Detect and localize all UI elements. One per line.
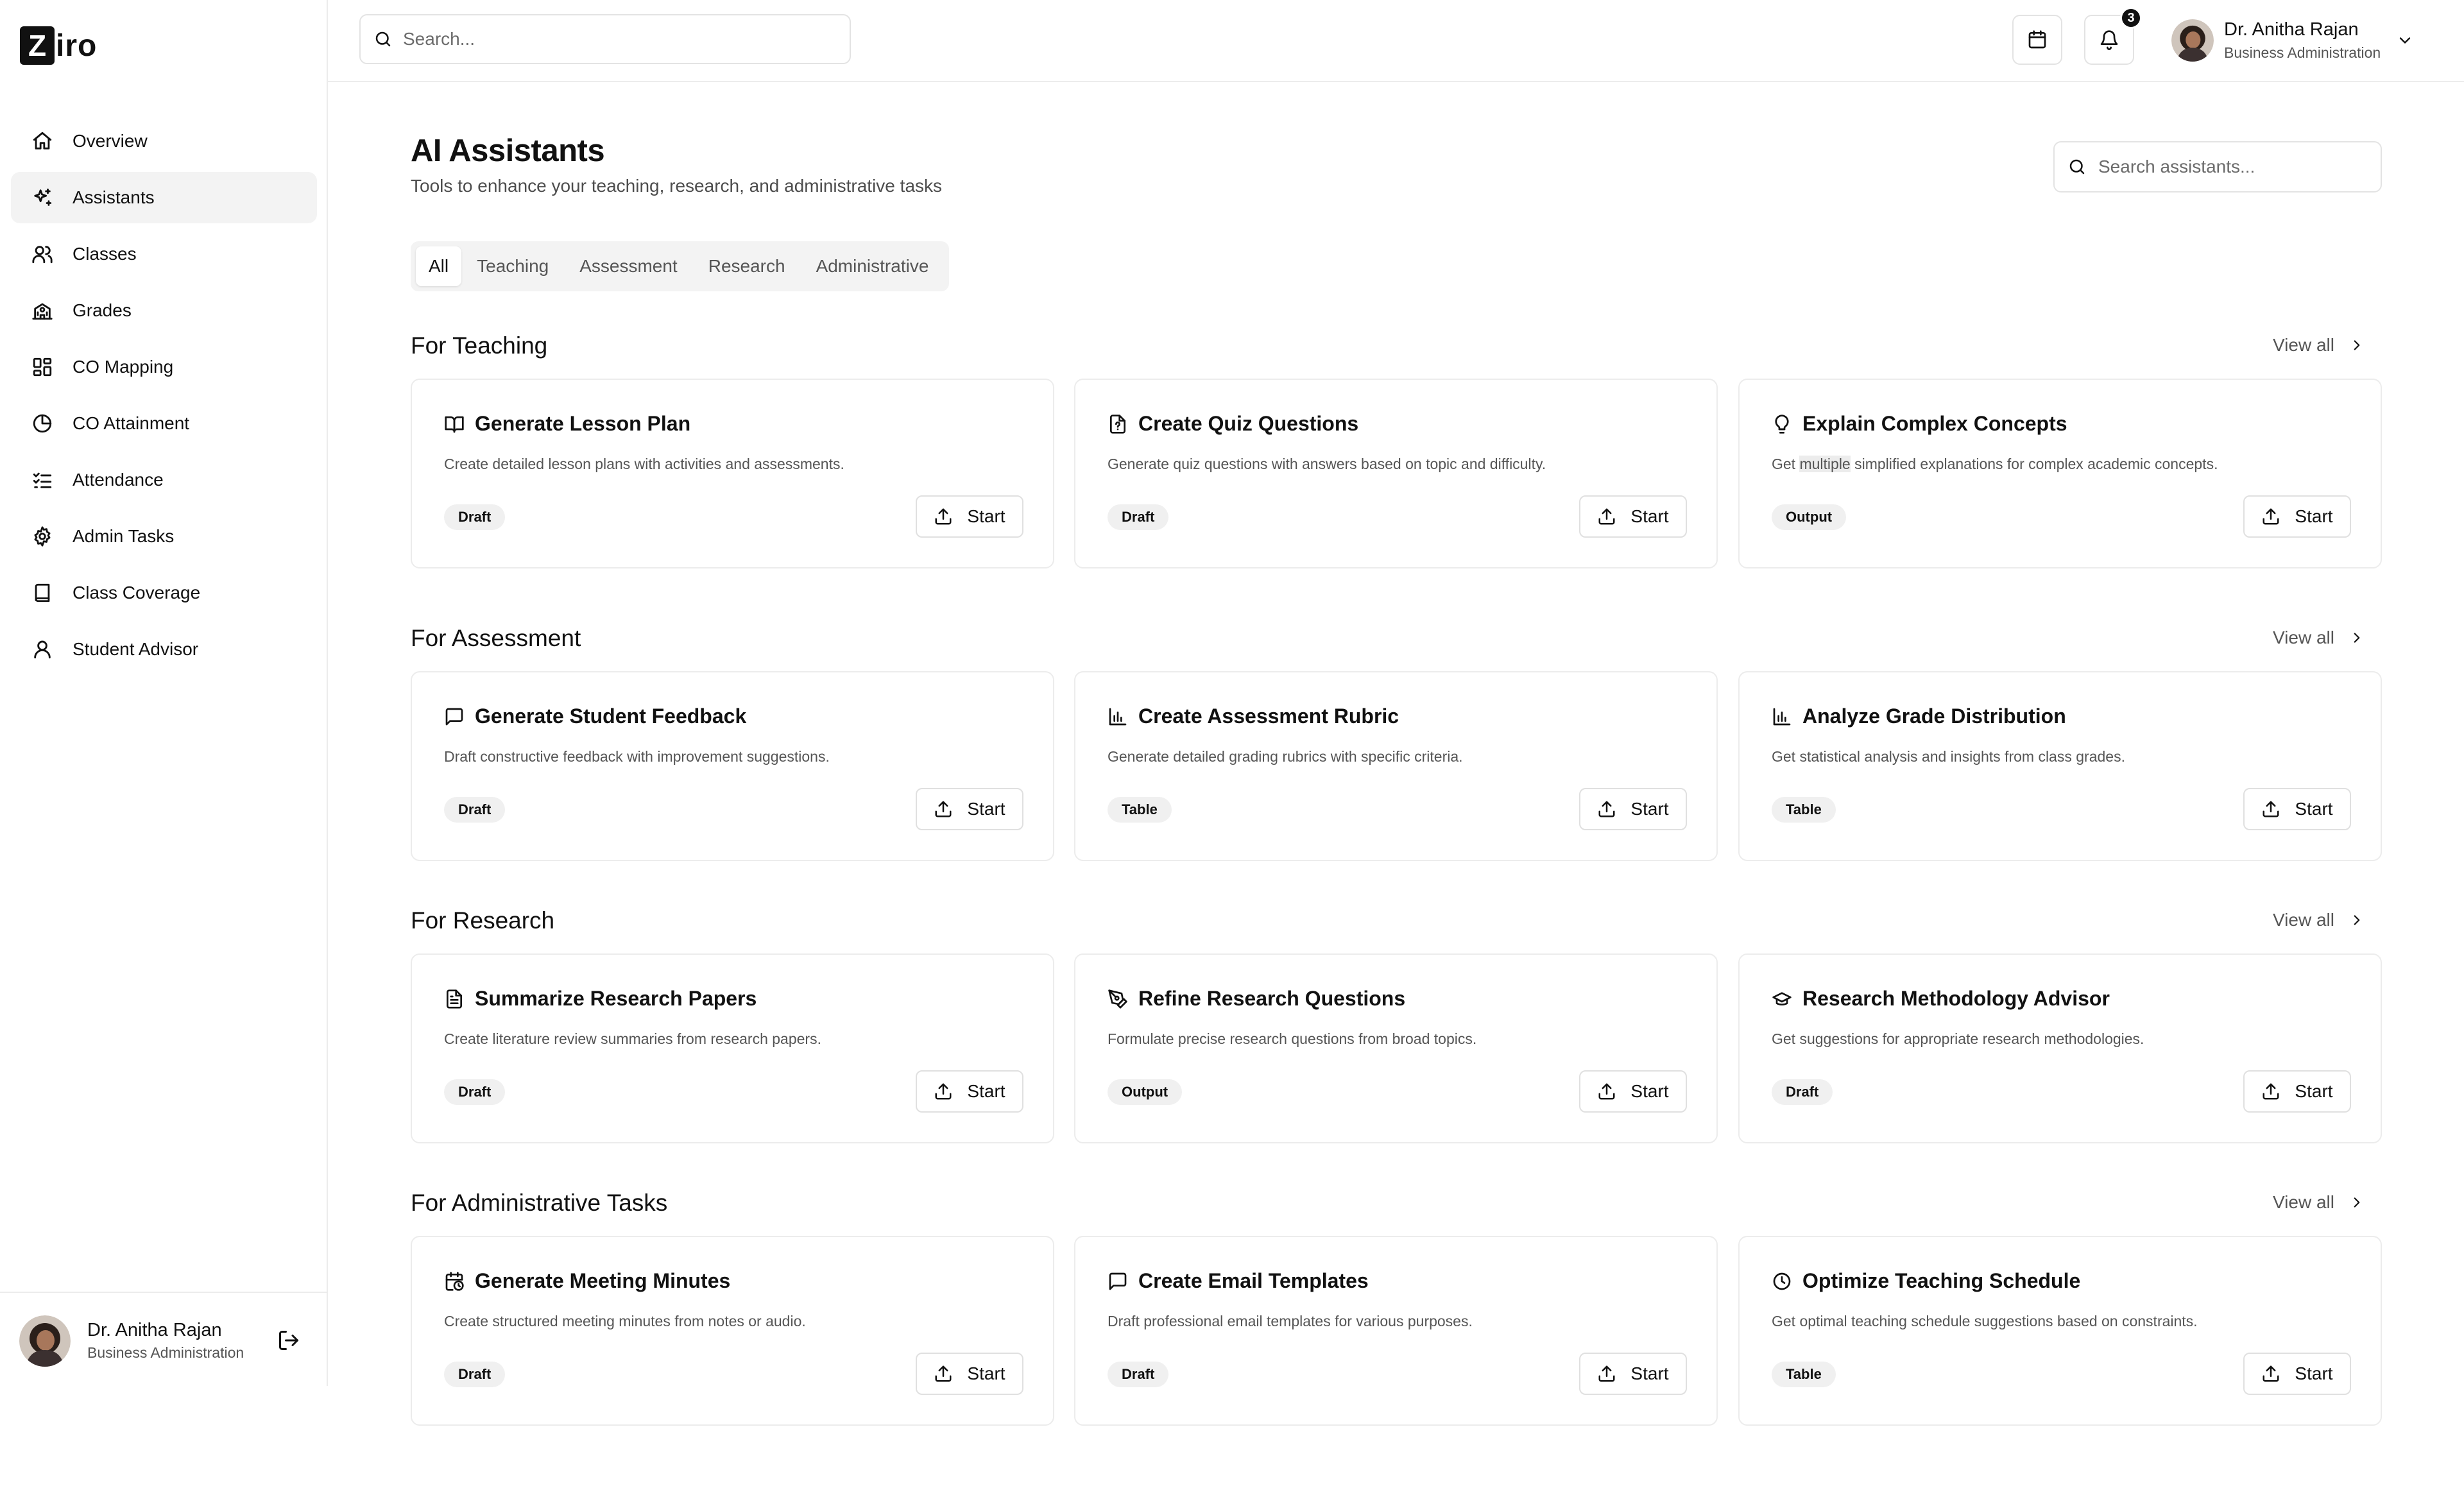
sidebar (0, 0, 328, 1386)
section-title: For Teaching (411, 332, 548, 359)
output-type-badge: Table (1772, 797, 1836, 823)
category-tabs (411, 241, 949, 291)
sidebar-item-label: Student Advisor (73, 639, 199, 659)
card-title: Generate Lesson Plan (475, 412, 691, 435)
card-title: Analyze Grade Distribution (1802, 705, 2066, 728)
section-title: For Research (411, 907, 555, 934)
search-icon (2067, 157, 2087, 176)
start-button[interactable] (2243, 788, 2351, 830)
message-icon (1108, 1271, 1128, 1292)
sidebar-item-label: Admin Tasks (73, 526, 175, 546)
section-teaching (411, 326, 2382, 526)
calendar-button[interactable] (2012, 15, 2062, 65)
sidebar-item-label: Class Coverage (73, 583, 201, 602)
sidebar-item-attendance[interactable] (11, 454, 317, 506)
start-button[interactable] (916, 495, 1023, 538)
output-type-badge: Draft (444, 1079, 505, 1105)
upload-icon (934, 507, 953, 526)
view-all-label: View all (2273, 335, 2334, 355)
card-description-text: Get (1772, 456, 1796, 472)
card-description: Get optimal teaching schedule suggestions based on constraints. (1772, 1313, 2198, 1329)
global-search-input[interactable] (402, 28, 828, 50)
card-description (1772, 456, 2218, 473)
assistant-search-input[interactable] (2097, 156, 2369, 178)
app-logo[interactable] (20, 26, 97, 65)
sidebar-item-co-attainment[interactable] (11, 398, 317, 449)
start-button[interactable] (2243, 1070, 2351, 1113)
sidebar-item-overview[interactable] (11, 115, 317, 167)
upload-icon (934, 799, 953, 819)
upload-icon (2261, 507, 2280, 526)
card-title: Generate Student Feedback (475, 705, 747, 728)
upload-icon (1597, 1082, 1616, 1101)
page-subtitle: Tools to enhance your teaching, research, and administrative tasks (411, 176, 943, 196)
grid-icon (31, 356, 53, 378)
start-label: Start (2295, 1081, 2333, 1101)
upload-icon (2261, 799, 2280, 819)
sidebar-item-classes[interactable] (11, 228, 317, 280)
global-search (359, 14, 851, 64)
assistant-card (1738, 1236, 2382, 1426)
book-open-icon (444, 414, 465, 434)
avatar (2171, 19, 2214, 62)
clock-icon (1772, 1271, 1792, 1292)
upload-icon (1597, 1364, 1616, 1383)
section-administrative (411, 1183, 2382, 1383)
start-label: Start (1630, 1363, 1669, 1383)
section-title: For Administrative Tasks (411, 1190, 668, 1216)
card-title: Summarize Research Papers (475, 987, 757, 1010)
assistant-card (1074, 1236, 1718, 1426)
output-type-badge: Draft (444, 797, 505, 823)
start-button[interactable] (1579, 1353, 1687, 1395)
bar-chart-icon (1108, 706, 1128, 727)
logout-icon[interactable] (277, 1329, 300, 1352)
top-header (328, 0, 2464, 82)
upload-icon (2261, 1364, 2280, 1383)
calendar-clock-icon (444, 1271, 465, 1292)
sidebar-item-label: Attendance (73, 470, 164, 490)
sidebar-item-label: CO Attainment (73, 413, 190, 433)
view-all-link[interactable] (2273, 628, 2365, 648)
gear-icon (31, 526, 53, 547)
bell-icon (2099, 30, 2119, 50)
user-name: Dr. Anitha Rajan (2224, 19, 2359, 40)
card-title: Create Email Templates (1138, 1269, 1369, 1292)
card-description: Create literature review summaries from research papers. (444, 1030, 821, 1047)
sidebar-item-grades[interactable] (11, 285, 317, 336)
sidebar-item-admin-tasks[interactable] (11, 511, 317, 562)
chevron-down-icon (2396, 31, 2414, 49)
chevron-right-icon (2348, 337, 2365, 354)
start-button[interactable] (1579, 1070, 1687, 1113)
upload-icon (934, 1364, 953, 1383)
start-label: Start (2295, 799, 2333, 819)
start-button[interactable] (2243, 495, 2351, 538)
user-icon (31, 638, 53, 660)
start-label: Start (1630, 799, 1669, 819)
start-label: Start (1630, 1081, 1669, 1101)
output-type-badge: Draft (444, 504, 505, 530)
assistant-card (1074, 671, 1718, 861)
card-title: Create Quiz Questions (1138, 412, 1359, 435)
book-icon (31, 582, 53, 604)
users-icon (31, 243, 53, 265)
card-description: Create detailed lesson plans with activities and assessments. (444, 456, 844, 472)
sidebar-item-assistants[interactable] (11, 172, 317, 223)
output-type-badge: Table (1108, 797, 1172, 823)
output-type-badge: Output (1772, 504, 1846, 530)
sidebar-item-label: Overview (73, 131, 148, 151)
card-title: Research Methodology Advisor (1802, 987, 2110, 1010)
card-description: Get statistical analysis and insights from class grades. (1772, 748, 2125, 765)
graduation-cap-icon (1772, 989, 1792, 1009)
card-description: Draft constructive feedback with improvement suggestions. (444, 748, 830, 765)
sidebar-item-label: Classes (73, 244, 137, 264)
logo-text: iro (56, 28, 98, 63)
sidebar-item-student-advisor[interactable] (11, 624, 317, 675)
file-question-icon (1108, 414, 1128, 434)
card-description: Get suggestions for appropriate research methodologies. (1772, 1030, 2144, 1047)
file-text-icon (444, 989, 465, 1009)
search-icon (373, 30, 393, 49)
view-all-link[interactable] (2273, 335, 2365, 355)
view-all-label: View all (2273, 1192, 2334, 1212)
start-button[interactable] (916, 1353, 1023, 1395)
start-label: Start (1630, 506, 1669, 526)
sidebar-nav (11, 115, 317, 680)
card-description: Generate quiz questions with answers based on topic and difficulty. (1108, 456, 1546, 472)
card-description-text: simplified explanations for complex academic concepts. (1854, 456, 2218, 472)
output-type-badge: Draft (444, 1362, 505, 1387)
assistant-card (411, 379, 1054, 568)
pie-chart-icon (31, 413, 53, 434)
chevron-right-icon (2348, 1194, 2365, 1211)
message-icon (444, 706, 465, 727)
view-all-link[interactable] (2273, 1192, 2365, 1213)
assistant-card (411, 953, 1054, 1143)
sidebar-item-label: CO Mapping (73, 357, 174, 377)
assistant-card (1738, 953, 2382, 1143)
output-type-badge: Draft (1108, 1362, 1168, 1387)
chevron-right-icon (2348, 629, 2365, 646)
assistant-card (411, 671, 1054, 861)
view-all-label: View all (2273, 910, 2334, 930)
section-title: For Assessment (411, 625, 581, 651)
assistant-card (1738, 671, 2382, 861)
list-check-icon (31, 469, 53, 491)
card-description: Draft professional email templates for various purposes. (1108, 1313, 1473, 1329)
card-title: Optimize Teaching Schedule (1802, 1269, 2081, 1292)
assistant-card (1074, 953, 1718, 1143)
start-button[interactable] (1579, 495, 1687, 538)
start-label: Start (967, 506, 1005, 526)
user-department: Business Administration (2224, 44, 2381, 61)
card-description: Generate detailed grading rubrics with specific criteria. (1108, 748, 1463, 765)
output-type-badge: Table (1772, 1362, 1836, 1387)
view-all-link[interactable] (2273, 910, 2365, 930)
upload-icon (1597, 799, 1616, 819)
user-department: Business Administration (87, 1344, 244, 1361)
start-button[interactable] (916, 788, 1023, 830)
start-label: Start (967, 1081, 1005, 1101)
user-name: Dr. Anitha Rajan (87, 1320, 222, 1340)
start-button[interactable] (2243, 1353, 2351, 1395)
home-icon (31, 130, 53, 152)
card-title: Create Assessment Rubric (1138, 705, 1399, 728)
tab-administrative[interactable]: Administrative (816, 256, 929, 276)
start-label: Start (2295, 1363, 2333, 1383)
notifications-button[interactable] (2084, 10, 2135, 65)
school-icon (31, 300, 53, 321)
lightbulb-icon (1772, 414, 1792, 434)
sidebar-item-label: Grades (73, 300, 132, 320)
card-title: Explain Complex Concepts (1802, 412, 2067, 435)
sidebar-user-profile (0, 1292, 327, 1387)
tab-assessment[interactable]: Assessment (579, 256, 678, 276)
section-assessment (411, 619, 2382, 819)
avatar[interactable] (19, 1315, 71, 1367)
output-type-badge: Output (1108, 1079, 1182, 1105)
assistant-card (1738, 379, 2382, 568)
output-type-badge: Draft (1772, 1079, 1833, 1105)
start-label: Start (2295, 506, 2333, 526)
sparkles-icon (31, 187, 53, 209)
section-research (411, 901, 2382, 1101)
notification-count-badge: 3 (2120, 7, 2142, 29)
chevron-right-icon (2348, 912, 2365, 928)
sidebar-item-co-mapping[interactable] (11, 341, 317, 393)
bar-chart-icon (1772, 706, 1792, 727)
card-description: Formulate precise research questions from broad topics. (1108, 1030, 1477, 1047)
page-title: AI Assistants (411, 133, 605, 168)
tab-research[interactable]: Research (708, 256, 785, 276)
calendar-icon (2027, 30, 2048, 50)
assistant-search (2053, 141, 2382, 192)
sidebar-item-label: Assistants (73, 187, 155, 207)
assistant-card (411, 1236, 1054, 1426)
start-label: Start (967, 799, 1005, 819)
logo-mark: Z (20, 26, 55, 65)
card-description: Create structured meeting minutes from notes or audio. (444, 1313, 806, 1329)
upload-icon (1597, 507, 1616, 526)
highlighted-word: multiple (1799, 456, 1851, 472)
upload-icon (2261, 1082, 2280, 1101)
card-title: Generate Meeting Minutes (475, 1269, 731, 1292)
upload-icon (934, 1082, 953, 1101)
assistant-card (1074, 379, 1718, 568)
header-user-menu[interactable] (2171, 17, 2414, 64)
tab-all[interactable]: All (416, 246, 461, 286)
output-type-badge: Draft (1108, 504, 1168, 530)
start-label: Start (967, 1363, 1005, 1383)
start-button[interactable] (1579, 788, 1687, 830)
start-button[interactable] (916, 1070, 1023, 1113)
sidebar-item-class-coverage[interactable] (11, 567, 317, 619)
tab-teaching[interactable]: Teaching (477, 256, 549, 276)
view-all-label: View all (2273, 628, 2334, 647)
card-title: Refine Research Questions (1138, 987, 1406, 1010)
pen-tool-icon (1108, 989, 1128, 1009)
